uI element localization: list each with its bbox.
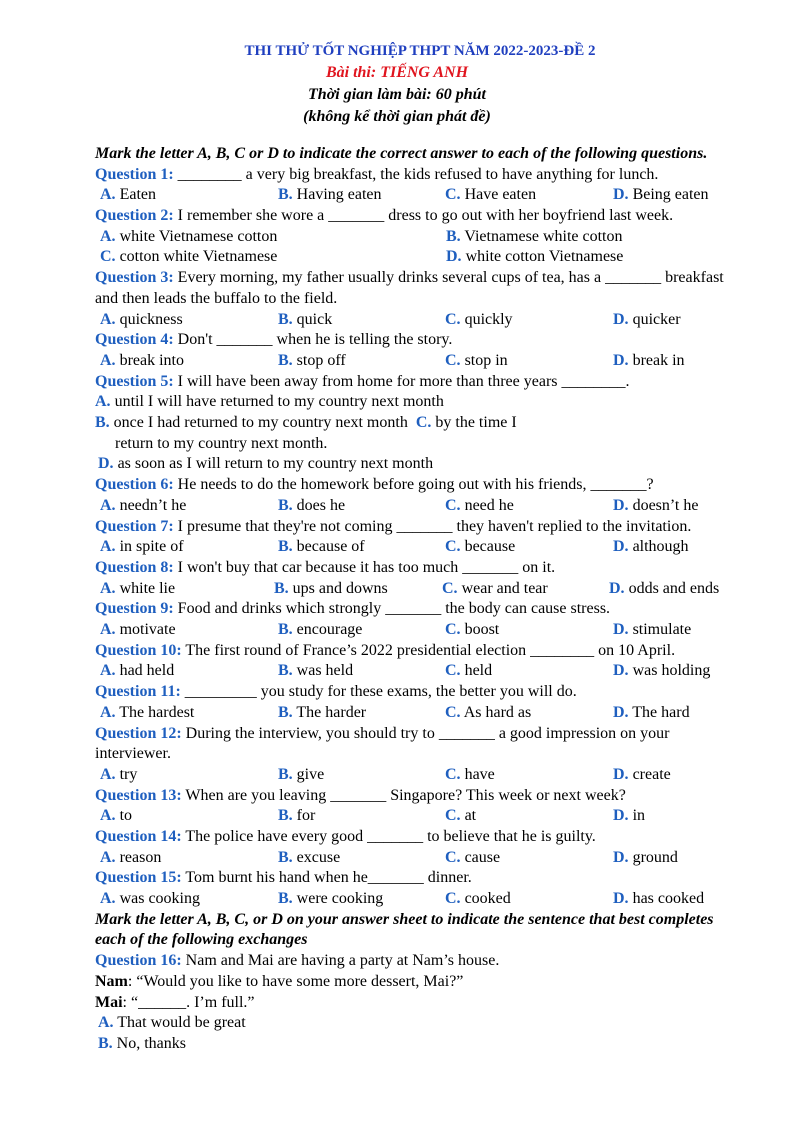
option-b[interactable]: B. because of bbox=[278, 538, 365, 556]
option-c[interactable]: C. cooked bbox=[445, 890, 511, 908]
option-d[interactable]: D. stimulate bbox=[613, 621, 692, 639]
question-label: Question 8: bbox=[95, 558, 174, 576]
question-label: Question 16: bbox=[95, 952, 182, 970]
question-label: Question 9: bbox=[95, 600, 174, 618]
question-text: ________ a very big breakfast, the kids refused to have anything for lunch. bbox=[173, 165, 659, 183]
question-16 bbox=[95, 951, 745, 972]
question-label: Question 3: bbox=[95, 269, 174, 287]
option-c[interactable]: C. quickly bbox=[445, 310, 513, 328]
options-row bbox=[95, 661, 745, 682]
option-b[interactable]: B. Having eaten bbox=[278, 186, 382, 204]
option-a[interactable]: A. needn’t he bbox=[100, 496, 187, 514]
option-c[interactable]: C. wear and tear bbox=[442, 579, 548, 597]
option-c[interactable]: C. need he bbox=[445, 496, 514, 514]
question-5 bbox=[95, 372, 745, 393]
exam-subject: Bài thi: TIẾNG ANH bbox=[325, 64, 469, 81]
question-label: Question 13: bbox=[95, 786, 182, 804]
question-text: Every morning, my father usually drinks several cups of tea, has a _______ breakfast and then leads the buffalo to the field. bbox=[95, 269, 724, 307]
exam-time: Thời gian làm bài: 60 phút bbox=[308, 86, 486, 103]
options-row bbox=[95, 620, 745, 641]
option-d[interactable]: D. Being eaten bbox=[613, 186, 709, 204]
option-a[interactable]: A. white lie bbox=[100, 579, 176, 597]
question-10 bbox=[95, 641, 745, 662]
question-label: Question 14: bbox=[95, 828, 182, 845]
question-9 bbox=[95, 599, 745, 620]
option-d[interactable]: D. quicker bbox=[613, 310, 681, 328]
options-row bbox=[95, 537, 745, 558]
option-c[interactable]: C. because bbox=[445, 538, 516, 556]
options-row bbox=[95, 703, 745, 724]
exam-header bbox=[0, 40, 794, 128]
option-d[interactable]: D. create bbox=[613, 765, 671, 783]
question-text: During the interview, you should try to _______ a good impression on your interviewer. bbox=[95, 724, 670, 763]
question-12 bbox=[95, 724, 745, 765]
option-a[interactable]: A. white Vietnamese cotton bbox=[100, 227, 278, 245]
speaker-nam: Nam bbox=[95, 972, 128, 990]
option-c[interactable]: C. at bbox=[445, 807, 477, 825]
dialogue-nam: Nam: “Would you like to have some more dessert, Mai?” bbox=[95, 972, 464, 990]
question-text: _________ you study for these exams, the better you will do. bbox=[180, 683, 577, 701]
dialogue-mai: Mai: “______. I’m full.” bbox=[95, 993, 255, 1011]
option-d[interactable]: D. odds and ends bbox=[609, 579, 720, 597]
question-label: Question 7: bbox=[95, 517, 174, 535]
option-b[interactable]: B. for bbox=[278, 807, 316, 825]
option-d[interactable]: D. ground bbox=[613, 848, 678, 866]
option-a[interactable]: A. Eaten bbox=[100, 186, 156, 204]
option-b[interactable]: B. was held bbox=[278, 662, 354, 680]
speaker-mai: Mai bbox=[95, 993, 123, 1011]
question-8 bbox=[95, 558, 745, 579]
question-text: Don't _______ when he is telling the story. bbox=[173, 331, 453, 349]
option-b[interactable]: B. excuse bbox=[278, 848, 341, 866]
option-c[interactable]: C. Have eaten bbox=[445, 186, 537, 204]
question-7 bbox=[95, 517, 745, 538]
question-text: Nam and Mai are having a party at Nam’s house. bbox=[181, 952, 500, 970]
option-c[interactable]: C. boost bbox=[445, 621, 500, 639]
instruction-2: Mark the letter A, B, C, or D on your answer sheet to indicate the sentence that best completes each of the following exchanges bbox=[95, 910, 714, 949]
option-c-continued: return to my country next month. bbox=[115, 434, 328, 452]
question-text: Food and drinks which strongly _______ the body can cause stress. bbox=[173, 600, 611, 618]
option-d[interactable]: D. break in bbox=[613, 351, 685, 369]
question-text: I presume that they're not coming _______ they haven't replied to the invitation. bbox=[173, 517, 692, 535]
question-6 bbox=[95, 475, 745, 496]
question-4 bbox=[95, 330, 745, 351]
question-11 bbox=[95, 682, 745, 703]
question-3 bbox=[95, 268, 745, 309]
option-c[interactable]: C. As hard as bbox=[445, 703, 532, 721]
option-d[interactable]: D. although bbox=[613, 538, 689, 556]
option-a[interactable]: A. reason bbox=[100, 848, 162, 866]
question-text: I will have been away from home for more than three years ________. bbox=[173, 372, 630, 390]
option-d[interactable]: D. in bbox=[613, 807, 646, 825]
question-text: I won't buy that car because it has too much _______ on it. bbox=[173, 558, 556, 576]
options-row bbox=[95, 310, 745, 331]
question-text: The first round of France’s 2022 presidential election ________ on 10 April. bbox=[181, 641, 676, 659]
options-row bbox=[95, 247, 745, 268]
question-text: He needs to do the homework before going out with his friends, _______? bbox=[173, 476, 654, 494]
question-label: Question 4: bbox=[95, 331, 174, 349]
options-row bbox=[95, 579, 745, 600]
options-row bbox=[95, 889, 745, 910]
question-text: When are you leaving _______ Singapore? This week or next week? bbox=[181, 786, 626, 804]
option-a[interactable]: A. to bbox=[100, 807, 133, 825]
question-text: Tom burnt his hand when he_______ dinner. bbox=[181, 869, 472, 887]
question-text: I remember she wore a _______ dress to go out with her boyfriend last week. bbox=[173, 207, 674, 225]
option-a[interactable]: A. That would be great bbox=[98, 1014, 246, 1032]
question-label: Question 1: bbox=[95, 165, 174, 183]
option-b[interactable]: B. encourage bbox=[278, 621, 363, 639]
option-c[interactable]: C. cotton white Vietnamese bbox=[100, 248, 278, 266]
option-c[interactable]: C. have bbox=[445, 765, 495, 783]
question-2 bbox=[95, 206, 745, 227]
question-label: Question 10: bbox=[95, 641, 182, 659]
option-b-c-row bbox=[95, 413, 745, 434]
options-row bbox=[95, 765, 745, 786]
option-d[interactable]: D. The hard bbox=[613, 703, 690, 721]
option-a[interactable]: A. try bbox=[100, 765, 138, 783]
option-b[interactable]: B. once I had returned to my country next month bbox=[95, 414, 408, 432]
question-label: Question 2: bbox=[95, 207, 174, 225]
option-a[interactable]: A. motivate bbox=[100, 621, 176, 639]
question-label: Question 15: bbox=[95, 869, 182, 887]
options-row bbox=[95, 496, 745, 517]
question-label: Question 12: bbox=[95, 724, 182, 742]
option-c[interactable]: C. cause bbox=[445, 848, 501, 866]
question-text: The police have every good _______ to believe that he is guilty. bbox=[181, 828, 596, 845]
option-a[interactable]: A. had held bbox=[100, 662, 175, 680]
exam-note: (không kể thời gian phát đề) bbox=[303, 108, 491, 125]
option-c[interactable]: C. stop in bbox=[445, 351, 508, 369]
question-15 bbox=[95, 868, 745, 889]
option-b[interactable]: B. The harder bbox=[278, 703, 367, 721]
option-c[interactable]: C. held bbox=[445, 662, 493, 680]
options-row bbox=[95, 351, 745, 372]
option-a[interactable]: A. was cooking bbox=[100, 890, 200, 908]
option-d[interactable]: D. white cotton Vietnamese bbox=[446, 248, 624, 266]
options-row bbox=[95, 806, 745, 827]
option-a[interactable]: A. until I will have returned to my country next month bbox=[95, 393, 444, 411]
option-a[interactable]: A. The hardest bbox=[100, 703, 195, 721]
exam-content bbox=[95, 144, 745, 1055]
options-row bbox=[95, 185, 745, 206]
option-a[interactable]: A. break into bbox=[100, 351, 184, 369]
instruction-1: Mark the letter A, B, C or D to indicate the correct answer to each of the following questions. bbox=[95, 145, 708, 162]
option-d[interactable]: D. as soon as I will return to my country next month bbox=[98, 455, 434, 473]
option-d[interactable]: D. has cooked bbox=[613, 890, 705, 908]
option-b[interactable]: B. ups and downs bbox=[274, 579, 388, 597]
question-label: Question 11: bbox=[95, 683, 181, 701]
option-a[interactable]: A. in spite of bbox=[100, 538, 184, 556]
option-b[interactable]: B. does he bbox=[278, 496, 346, 514]
option-d[interactable]: D. doesn’t he bbox=[613, 496, 699, 514]
option-b[interactable]: B. give bbox=[278, 765, 325, 783]
options-row bbox=[95, 848, 745, 869]
option-b[interactable]: B. stop off bbox=[278, 351, 346, 369]
option-c[interactable]: C. by the time I bbox=[415, 414, 517, 432]
option-d[interactable]: D. was holding bbox=[613, 662, 711, 680]
option-b[interactable]: B. No, thanks bbox=[98, 1035, 186, 1052]
option-b[interactable]: B. Vietnamese white cotton bbox=[446, 227, 623, 245]
question-13 bbox=[95, 786, 745, 807]
question-label: Question 6: bbox=[95, 476, 174, 494]
exam-title: THI THỬ TỐT NGHIỆP THPT NĂM 2022-2023-ĐỀ 2 bbox=[244, 43, 596, 59]
option-b[interactable]: B. quick bbox=[278, 310, 333, 328]
option-a[interactable]: A. quickness bbox=[100, 310, 183, 328]
question-1 bbox=[95, 165, 745, 186]
option-b[interactable]: B. were cooking bbox=[278, 890, 384, 908]
question-label: Question 5: bbox=[95, 372, 174, 390]
question-14 bbox=[95, 827, 745, 848]
options-row bbox=[95, 227, 745, 248]
